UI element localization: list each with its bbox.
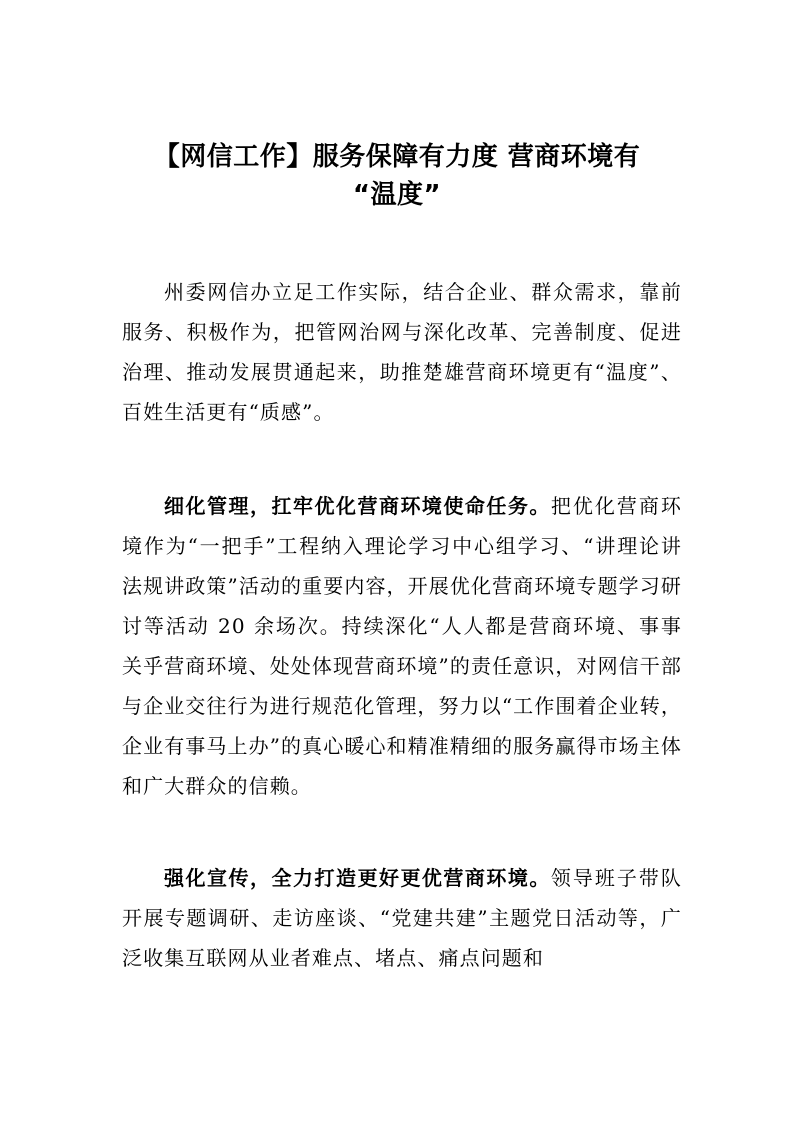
paragraph-body: 把优化营商环境作为“一把手”工程纳入理论学习中心组学习、“讲理论讲法规讲政策”活动的重要内容，开展优化营商环境专题学习研讨等活动 20 余场次。持续深化“人人都是营商环境、事事关乎营商环境、处处体现营商环境”的责任意识，对网信干部与企业交往行为进行规范化管理，努力以“工作围着企业转，企业有事马上办”的真心暖心和精准精细的服务赢得市场主体和广大群众的信赖。 — [122, 494, 682, 798]
paragraph-publicity — [122, 858, 682, 978]
paragraph-heading: 强化宣传，全力打造更好更优营商环境。 — [164, 866, 551, 890]
document-title — [110, 138, 684, 214]
paragraph-heading: 细化管理，扛牢优化营商环境使命任务。 — [164, 494, 551, 518]
paragraph-intro — [122, 272, 682, 432]
title-line-2: “温度” — [352, 180, 442, 210]
paragraph-body: 领导班子带队开展专题调研、走访座谈、“党建共建”主题党日活动等，广泛收集互联网从业者难点、堵点、痛点问题和 — [122, 866, 682, 970]
title-line-1: 【网信工作】服务保障有力度 营商环境有 — [153, 142, 641, 172]
paragraph-management — [122, 486, 682, 806]
paragraph-body: 州委网信办立足工作实际，结合企业、群众需求，靠前服务、积极作为，把管网治网与深化改革、完善制度、促进治理、推动发展贯通起来，助推楚雄营商环境更有“温度”、百姓生活更有“质感”。 — [122, 280, 682, 424]
